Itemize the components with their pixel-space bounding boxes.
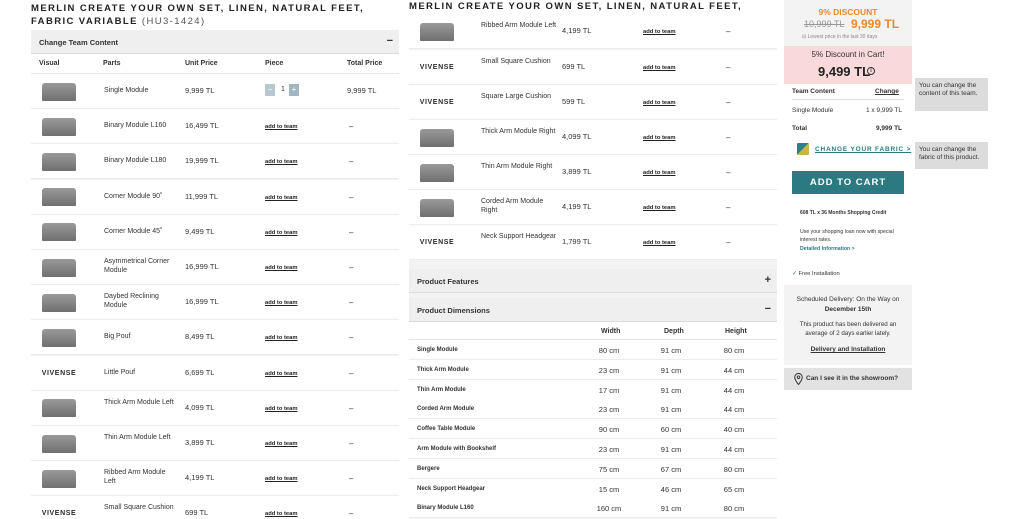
total-placeholder: – [726,133,731,142]
dimension-depth: 91 cm [660,445,682,454]
unit-price: 16,999 TL [185,262,219,271]
sofa-image [420,164,454,182]
product-code: (HU3-1424) [141,16,206,27]
add-to-team-link[interactable]: add to team [265,405,298,412]
col-piece: Piece [265,60,284,67]
sofa-image [42,259,76,277]
dimension-height: 80 cm [723,464,745,474]
title-text: MERLIN CREATE YOUR OWN SET, LINEN, NATURAL FEET, [409,1,743,12]
free-installation [792,271,840,277]
total-placeholder: – [349,403,354,413]
dimension-part-name: Single Module [417,347,458,353]
table-row [409,85,777,120]
part-name: Corded Arm Module Right [481,198,544,214]
unit-price: 6,699 TL [185,367,215,377]
add-to-team-link[interactable]: add to team [643,65,676,71]
team-content-header[interactable] [31,30,399,54]
summary-item-price: 1 x 9,999 TL [866,107,903,114]
table-row [31,285,399,320]
brand-logo: VIVENSE [41,510,77,518]
add-to-team-link[interactable]: add to team [265,300,298,307]
unit-price: 4,199 TL [562,202,592,211]
part-name: Ribbed Arm Module Left [481,22,557,29]
dimension-part-name: Coffee Table Module [417,426,476,433]
dimension-row [409,439,777,459]
delivered-text: This product has been delivered an average of 2 days earlier lately. [799,321,897,337]
dimension-width: 17 cm [598,385,620,395]
add-to-team-link[interactable]: add to team [643,100,676,106]
table-row [31,250,399,285]
table-row [31,496,399,519]
col-width: Width [601,328,621,335]
dimension-part-name: Neck Support Headgear [417,485,486,492]
unit-price: 9,499 TL [185,226,215,236]
table-row [31,74,399,109]
part-name: Thick Arm Module Right [481,128,556,135]
add-to-team-link[interactable]: add to team [643,29,676,35]
dimension-height: 65 cm [723,484,745,494]
part-name: Thin Arm Module Left [104,434,171,441]
table-row [31,144,399,179]
dimension-row [409,419,777,439]
col-visual: Visual [39,60,60,67]
dimension-width: 15 cm [598,484,620,494]
total-placeholder: – [349,509,354,519]
unit-price: 3,899 TL [185,438,215,447]
add-to-team-link[interactable]: add to team [265,124,298,131]
purchase-panel [784,0,912,519]
add-to-team-link[interactable]: add to team [643,205,676,211]
lowest-note-text: Lowest price in the last 30 days [807,34,878,40]
dimension-width: 23 cm [598,405,620,415]
dimension-row [409,340,777,360]
credit-text: Use your shopping loan now with special interest rates. [800,229,894,243]
lowest-price-note [802,34,877,40]
collapse-icon[interactable]: − [386,35,393,47]
table-row [31,180,399,215]
part-name: Square Large Cushion [481,93,552,100]
product-thumbnail[interactable] [417,53,457,82]
dimension-depth: 46 cm [660,484,682,494]
product-thumbnail[interactable] [39,359,79,388]
total-placeholder: – [726,168,731,177]
product-thumbnail[interactable] [39,77,79,106]
unit-price: 599 TL [562,97,586,106]
minus-button[interactable]: − [265,84,275,96]
total-placeholder: – [726,98,731,107]
unit-price: 4,199 TL [562,26,592,35]
total-placeholder: – [726,203,731,212]
unit-price: 3,899 TL [562,167,592,176]
dimension-row [409,360,777,380]
product-features-header[interactable] [409,269,777,293]
product-thumbnail[interactable] [417,17,457,46]
total-price: 9,999 TL [347,86,377,95]
table-row [409,50,777,85]
dimension-part-name: Arm Module with Bookshelf [417,446,497,452]
tooltip-team-content [915,78,988,111]
dimensions-table-header [409,322,777,340]
title-text: MERLIN CREATE YOUR OWN SET, LINEN, NATURAL FEET, FABRIC VARIABLE [31,3,365,27]
features-label: Product Features [417,277,479,286]
dimension-depth: 91 cm [660,346,682,355]
dimension-part-name: Binary Module L160 [417,505,474,512]
brand-logo: VIVENSE [419,239,455,246]
col-height: Height [725,328,747,335]
quantity-stepper[interactable] [265,84,301,96]
add-to-team-link[interactable]: add to team [265,194,298,201]
total-placeholder: – [349,263,354,272]
unit-price: 8,499 TL [185,332,215,342]
collapse-icon[interactable]: − [764,303,771,315]
tooltip-text: You can change the fabric of this product. [919,146,980,161]
product-dimensions-header[interactable] [409,298,777,322]
change-link[interactable]: Change [875,88,899,95]
old-price: 10,999 TL [804,19,845,29]
total-value: 9,999 TL [876,125,903,132]
location-pin-icon [794,373,803,385]
sofa-image [420,199,454,217]
dimensions-label: Product Dimensions [417,306,490,315]
part-name: Asymmetrical Corner Module [104,258,170,274]
col-parts: Parts [103,60,121,67]
sofa-image [420,23,454,41]
plus-button[interactable]: + [289,84,299,96]
part-name: Little Pouf [104,368,136,376]
total-placeholder: – [349,122,354,132]
delivery-text: Scheduled Delivery: On the Way on [796,296,900,303]
product-thumbnail[interactable] [39,499,79,519]
part-name: Ribbed Arm Module Left [104,469,166,486]
table-row [409,120,777,155]
add-to-team-link[interactable]: add to team [265,511,298,518]
total-placeholder: – [349,298,354,308]
summary-item-name: Single Module [792,107,834,114]
part-name: Thick Arm Module Left [104,398,174,406]
part-name: Thin Arm Module Right [481,163,553,170]
product-thumbnail[interactable] [39,464,79,493]
showroom-button[interactable] [784,368,912,390]
part-name: Binary Module L180 [104,157,167,165]
unit-price: 16,499 TL [185,121,219,131]
dimension-width: 23 cm [598,445,620,454]
part-name: Big Pouf [104,333,131,341]
delivery-date: December 15th [824,306,872,313]
delivery-box [784,285,912,365]
sofa-image [42,435,76,453]
total-placeholder: – [349,474,354,484]
table-row [31,391,399,426]
sofa-image [42,294,76,312]
product-thumbnail[interactable] [417,228,457,257]
product-thumbnail[interactable] [39,323,79,352]
total-placeholder: – [349,192,354,202]
total-placeholder: – [349,439,354,448]
dimension-depth: 91 cm [660,365,682,375]
dimension-depth: 60 cm [660,425,682,435]
unit-price: 1,799 TL [562,237,592,246]
dimension-part-name: Thick Arm Module [417,366,469,373]
table-header [31,54,399,74]
sofa-image [42,223,76,241]
unit-price: 4,099 TL [562,132,592,141]
dimension-part-name: Bergere [417,465,440,472]
team-content-panel [31,30,399,519]
check-icon: ✓ [792,271,799,277]
page-title-left [31,2,391,28]
unit-price: 4,199 TL [185,473,215,483]
dimension-height: 80 cm [723,504,745,514]
add-to-team-link[interactable]: add to team [265,370,298,377]
product-thumbnail[interactable] [39,218,79,247]
part-name: Neck Support Headgear [481,233,557,240]
credit-title: 608 TL x 36 Months Shopping Credit [800,210,887,216]
total-placeholder: – [349,333,354,343]
product-thumbnail[interactable] [417,158,457,187]
product-thumbnail[interactable] [39,253,79,282]
change-fabric-link[interactable]: CHANGE YOUR FABRIC > [815,146,912,153]
table-row [409,14,777,49]
cart-discount-text: 5% Discount in Cart! [811,50,885,59]
dimension-depth: 91 cm [660,385,682,395]
add-to-team-link[interactable]: add to team [265,476,298,483]
product-thumbnail[interactable] [39,183,79,212]
dimension-depth: 67 cm [660,464,682,474]
dimension-row [409,380,777,400]
new-price: 9,999 TL [851,17,900,31]
table-row [31,109,399,144]
dimension-height: 44 cm [723,445,745,454]
unit-price: 4,099 TL [185,402,215,412]
part-name: Small Square Cushion [104,504,174,512]
total-placeholder: – [349,227,354,237]
col-depth: Depth [664,328,684,335]
dimension-part-name: Corded Arm Module [417,406,475,413]
dimension-width: 75 cm [598,464,620,474]
total-placeholder: – [726,27,731,36]
total-placeholder: – [349,368,354,378]
sofa-image [420,129,454,147]
sofa-image [42,399,76,417]
credit-detail-link[interactable]: Detailed Information > [800,246,855,252]
product-thumbnail[interactable] [417,123,457,152]
quantity-value: 1 [281,86,285,93]
dimension-width: 80 cm [598,346,620,355]
dimension-row [409,498,777,518]
tooltip-fabric [915,142,988,169]
price-box [784,0,912,46]
total-placeholder: – [726,63,731,72]
table-row [409,190,777,225]
divider [792,99,904,100]
dimension-row [409,459,777,479]
brand-logo: VIVENSE [419,64,455,71]
tag-icon: ⊟ [802,34,808,40]
expand-icon[interactable]: + [764,274,771,286]
dimension-part-name: Thin Arm Module [417,386,466,393]
add-to-team-link[interactable]: add to team [265,265,298,271]
total-placeholder: – [349,157,354,167]
dimension-width: 90 cm [598,425,620,435]
add-to-team-link[interactable]: add to team [643,135,676,141]
part-name: Binary Module L160 [104,122,167,130]
part-name: Small Square Cushion [481,58,551,65]
table-row [31,461,399,496]
delivery-installation-link[interactable]: Delivery and Installation [810,346,886,353]
section-label: Change Team Content [39,38,119,47]
part-name: Single Module [104,87,149,94]
add-to-team-link[interactable]: add to team [643,170,676,176]
table-row [31,215,399,250]
total-label: Total [792,125,808,132]
brand-logo: VIVENSE [419,99,455,106]
dimension-width: 23 cm [598,365,620,375]
product-thumbnail[interactable] [39,429,79,458]
unit-price: 11,999 TL [185,191,219,201]
unit-price: 9,999 TL [185,86,215,95]
add-to-team-link[interactable]: add to team [265,441,298,447]
unit-price: 699 TL [562,62,586,71]
col-unit-price: Unit Price [185,60,218,67]
unit-price: 699 TL [185,508,209,518]
dimension-height: 44 cm [723,385,745,395]
product-thumbnail[interactable] [417,88,457,117]
add-to-team-link[interactable]: add to team [265,229,298,236]
dimension-height: 44 cm [723,365,745,375]
free-installation-text: Free Installation [798,271,840,277]
dimension-depth: 91 cm [660,504,682,514]
showroom-text: Can I see it in the showroom? [806,375,899,382]
brand-logo: VIVENSE [41,369,77,377]
unit-price: 16,999 TL [185,297,219,307]
dimension-row [409,399,777,419]
info-icon[interactable]: i [867,67,875,75]
fabric-icon [797,143,809,155]
sofa-image [42,83,76,101]
table-row [31,356,399,391]
total-placeholder: – [726,238,731,247]
part-name: Daybed Reclining Module [104,293,159,310]
product-thumbnail[interactable] [39,288,79,317]
product-thumbnail[interactable] [39,394,79,423]
product-thumbnail[interactable] [39,147,79,176]
product-thumbnail[interactable] [39,112,79,141]
tooltip-text: You can change the content of this team. [919,82,978,97]
cart-discount-box [784,46,912,84]
dimension-height: 44 cm [723,405,745,415]
add-to-team-link[interactable]: add to team [265,159,298,166]
dimension-row [409,479,777,499]
sofa-image [42,153,76,171]
part-name: Corner Module 90˚ [104,192,163,200]
table-row [409,155,777,190]
table-row [31,426,399,461]
parts-continued-panel [409,17,777,519]
dimension-depth: 91 cm [660,405,682,415]
table-row [409,225,777,260]
product-thumbnail[interactable] [417,193,457,222]
add-to-team-link[interactable]: add to team [643,240,676,246]
sofa-image [42,329,76,347]
unit-price: 19,999 TL [185,156,219,166]
sofa-image [42,470,76,488]
dimension-height: 80 cm [723,346,745,355]
cart-price: 9,499 TL [818,64,871,79]
add-to-team-link[interactable]: add to team [265,335,298,342]
dimension-width: 160 cm [596,504,622,514]
table-row [31,320,399,355]
sofa-image [42,118,76,136]
team-content-label: Team Content [792,88,835,95]
dimension-height: 40 cm [723,425,745,435]
part-name: Corner Module 45˚ [104,227,163,235]
sofa-image [42,188,76,206]
col-total-price: Total Price [347,60,383,67]
add-to-cart-button[interactable]: ADD TO CART [792,171,904,194]
discount-label: 9% DISCOUNT [818,7,878,17]
